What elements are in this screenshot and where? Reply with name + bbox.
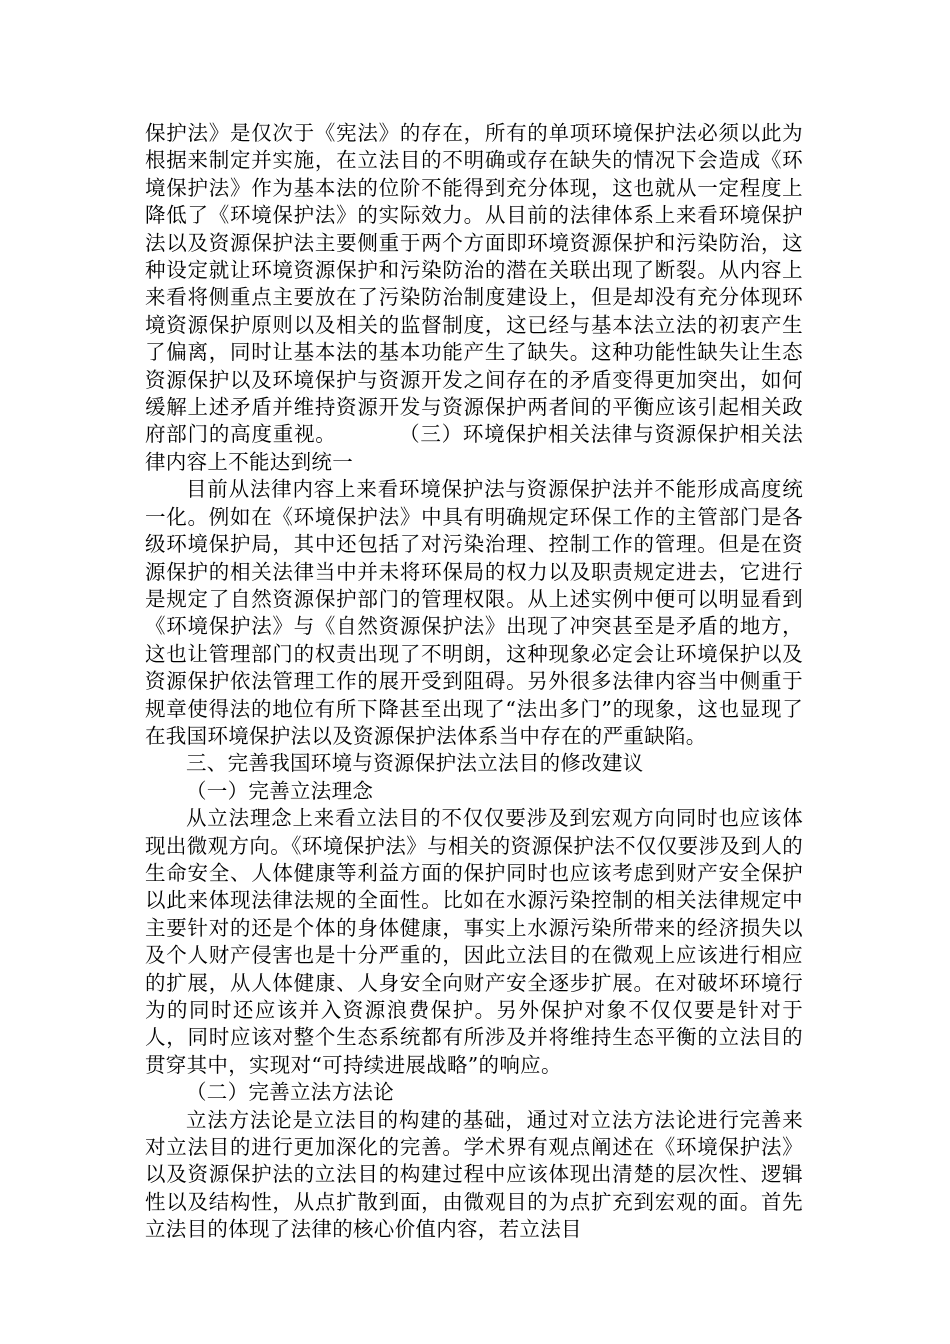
paragraph: 目前从法律内容上来看环境保护法与资源保护法并不能形成高度统一化。例如在《环境保护法》中具有明确规定环保工作的主管部门是各级环境保护局，其中还包括了对污染治理、控制工作的管理。但是在资源保护的相关法律当中并未将环保局的权力以及职责规定进去，它进行是规定了自然资源保护部门的管理权限。从上述实例中便可以明显看到《环境保护法》与《自然资源保护法》出现了冲突甚至是矛盾的地方，这也让管理部门的权责出现了不明朗，这种现象必定会让环境保护以及资源保护依法管理工作的展开受到阻碍。另外很多法律内容当中侧重于规章使得法的地位有所下降甚至出现了“法出多门”的现象，这也显现了在我国环境保护法以及资源保护法体系当中存在的严重缺陷。 (145, 477, 803, 748)
subsection-heading: （一）完善立法理念 (186, 778, 374, 803)
subsection-heading: （二）完善立法方法论 (186, 1080, 394, 1105)
paragraph: 从立法理念上来看立法目的不仅仅要涉及到宏观方向同时也应该体现出微观方向。《环境保护法》与相关的资源保护法不仅仅要涉及到人的生命安全、人体健康等利益方面的保护同时也应该考虑到财产安全保护以此来体现法律法规的全面性。比如在水源污染控制的相关法律规定中主要针对的还是个体的身体健康，事实上水源污染所带来的经济损失以及个人财产侵害也是十分严重的，因此立法目的在微观上应该进行相应的扩展，从人体健康、人身安全向财产安全逐步扩展。在对破坏环境行为的同时还应该并入资源浪费保护。另外保护对象不仅仅要是针对于人，同时应该对整个生态系统都有所涉及并将维持生态平衡的立法目的贯穿其中，实现对“可持续进展战略”的响应。 (145, 806, 803, 1077)
document-page (145, 120, 803, 1244)
paragraph: 立法方法论是立法目的构建的基础，通过对立法方法论进行完善来对立法目的进行更加深化的完善。学术界有观点阐述在《环境保护法》以及资源保护法的立法目的构建过程中应该体现出清楚的层次性、逻辑性以及结构性，从点扩散到面，由微观目的为点扩充到宏观的面。首先立法目的体现了法律的核心价值内容，若立法目 (145, 1107, 803, 1242)
paragraph-continued (145, 120, 803, 476)
section-heading-inline: （三）环境保护相关法律与资源保护相关法律内容上不能达到统一 (145, 422, 804, 474)
paragraph-text: 保护法》是仅次于《宪法》的存在，所有的单项环境保护法必须以此为根据来制定并实施，在立法目的不明确或存在缺失的情况下会造成《环境保护法》作为基本法的位阶不能得到充分体现，这也就从一定程度上降低了《环境保护法》的实际效力。从目前的法律体系上来看环境保护法以及资源保护法主要侧重于两个方面即环境资源保护和污染防治，这种设定就让环境资源保护和污染防治的潜在关联出现了断裂。从内容上来看将侧重点主要放在了污染防治制度建设上，但是却没有充分体现环境资源保护原则以及相关的监督制度，这已经与基本法立法的初衷产生了偏离，同时让基本法的基本功能产生了缺失。这种功能性缺失让生态资源保护以及环境保护与资源开发之间存在的矛盾变得更加突出，如何缓解上述矛盾并维持资源开发与资源保护两者间的平衡应该引起相关政府部门的高度重视。 (145, 121, 803, 447)
section-heading: 三、完善我国环境与资源保护法立法目的修改建议 (186, 751, 644, 776)
